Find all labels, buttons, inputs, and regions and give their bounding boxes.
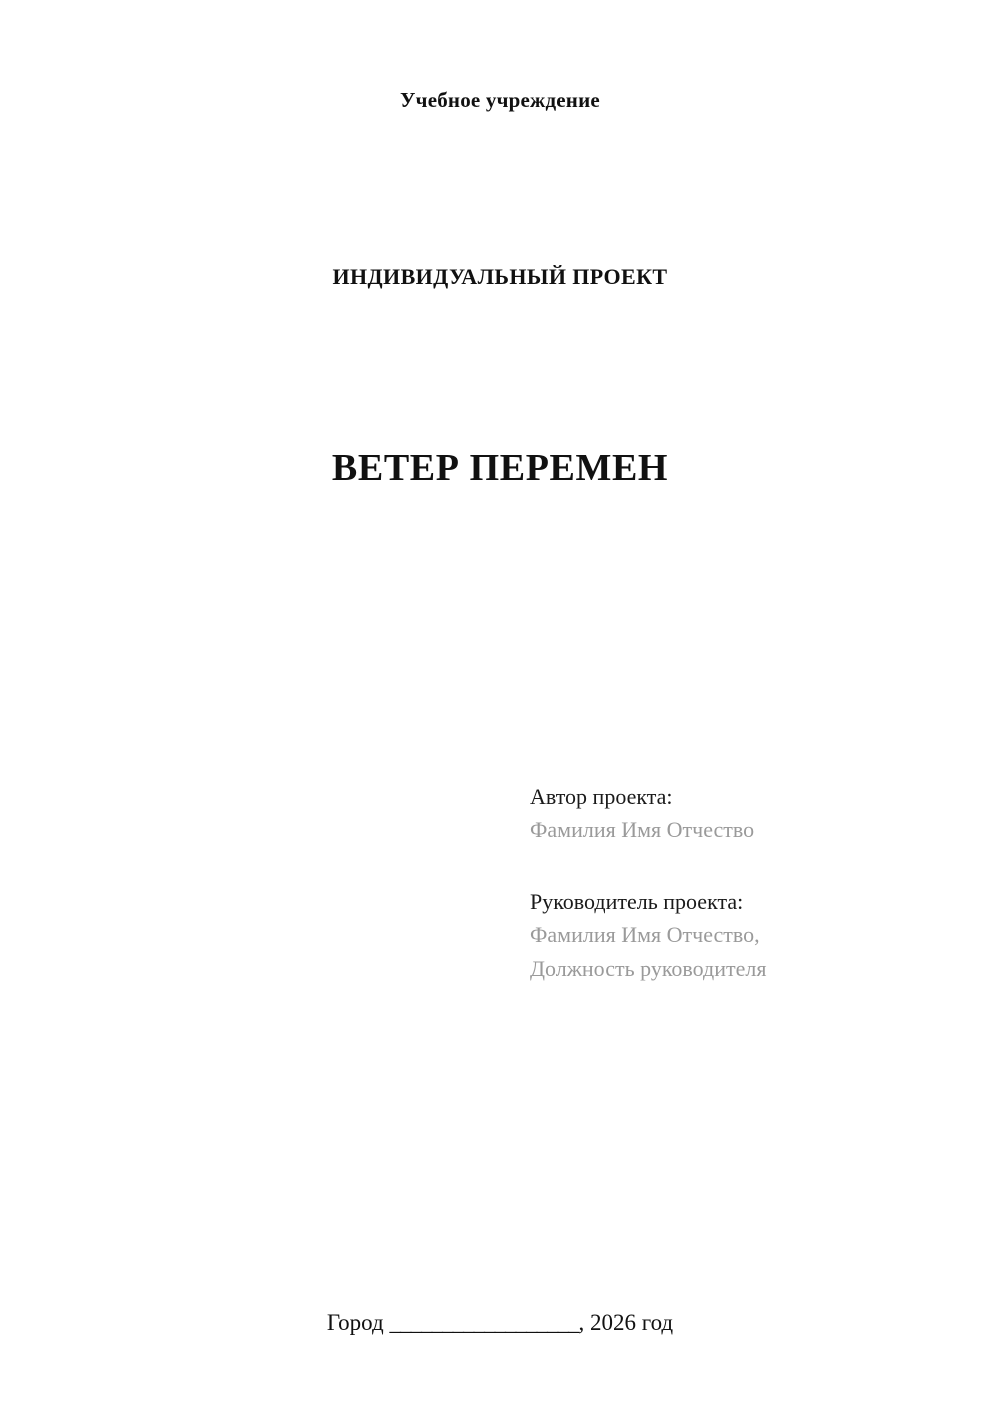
supervisor-name: Фамилия Имя Отчество, [530, 922, 760, 948]
author-label: Автор проекта: [530, 784, 673, 809]
author-block [530, 780, 880, 847]
supervisor-label: Руководитель проекта: [530, 889, 744, 915]
supervisor-block [530, 885, 880, 986]
city-blank-line: __________________ [389, 1310, 579, 1335]
institution-name: Учебное учреждение [400, 88, 600, 112]
city-label: Город [326, 1310, 384, 1335]
project-type-heading: ИНДИВИДУАЛЬНЫЙ ПРОЕКТ [332, 264, 668, 289]
page-title: ВЕТЕР ПЕРЕМЕН [331, 447, 669, 489]
footer-city-year [120, 1310, 880, 1336]
footer-year: , 2026 год [578, 1310, 674, 1335]
title-page-content [120, 0, 880, 1414]
author-value: Фамилия Имя Отчество [530, 817, 755, 842]
credits-block [530, 780, 880, 1024]
supervisor-position: Должность руководителя [530, 956, 767, 982]
